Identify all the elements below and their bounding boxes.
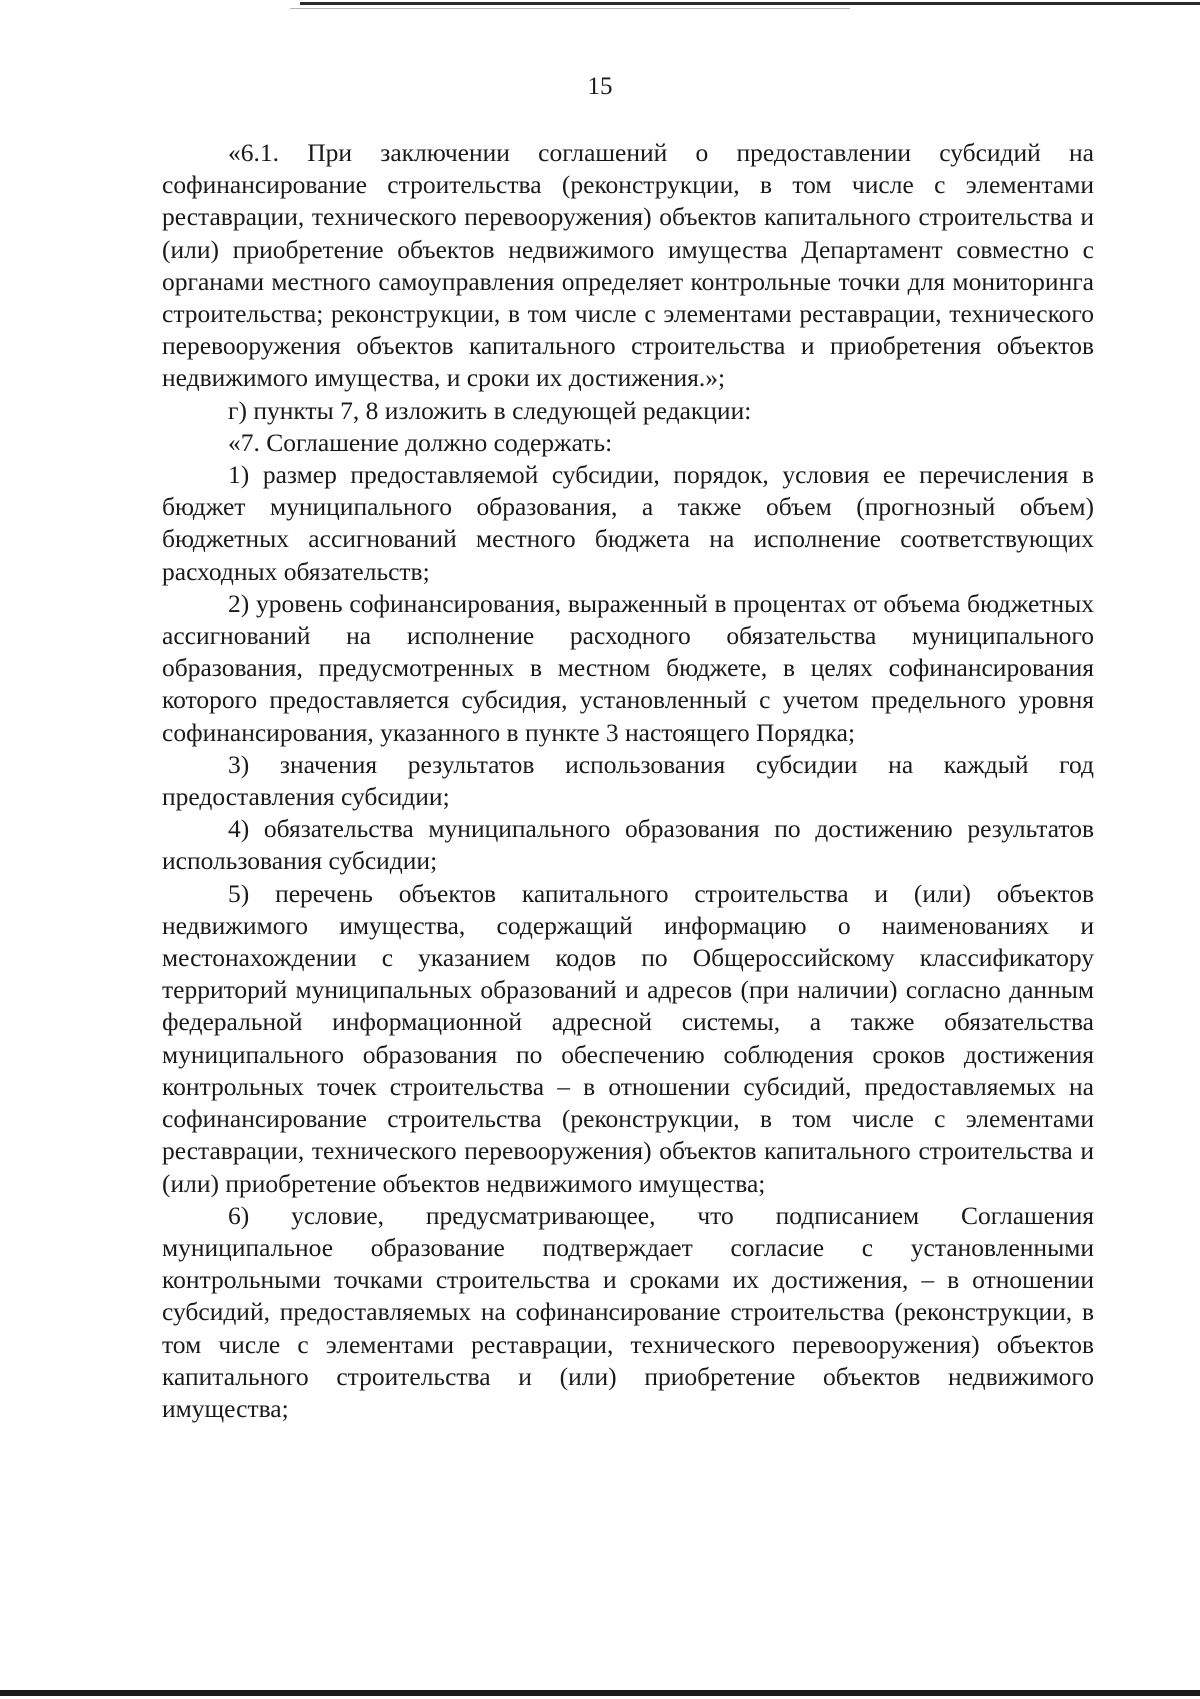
paragraph-item-6: 6) условие, предусматривающее, что подписанием Соглашения муниципальное образование подтверждает согласие с установленными контрольными точками строительства и сроками их достижения, – в отношении субсидий, предоставляемых на софинансирование строительства (реконструкции, в том числе с элементами реставрации, технического перевооружения) объектов капитального строительства и (или) приобретение объектов недвижимого имущества; — [162, 1200, 1094, 1423]
page-number: 15 — [587, 73, 613, 100]
scan-edge-top-thin — [290, 8, 850, 9]
scan-edge-top — [300, 2, 1200, 5]
paragraph-item-1: 1) размер предоставляемой субсидии, порядок, условия ее перечисления в бюджет муниципального образования, а также объем (прогнозный объем) бюджетных ассигнований местного бюджета на исполнение соответствующих расходных обязательств; — [162, 460, 1094, 586]
paragraph-item-4: 4) обязательства муниципального образования по достижению результатов использования субсидии; — [162, 814, 1094, 876]
paragraph-item-3: 3) значения результатов использования субсидии на каждый год предоставления субсидии; — [162, 749, 1094, 812]
paragraph-item-5: 5) перечень объектов капитального строительства и (или) объектов недвижимого имущества, содержащий информацию о наименованиях и местонахождении с указанием кодов по Общероссийскому классификатору территорий муниципальных образований и адресов (при наличии) согласно данным федеральной информационной адресной системы, а также обязательства муниципального образования по обеспечению соблюдения сроков достижения контрольных точек строительства – в отношении субсидий, предоставляемых на софинансирование строительства (реконструкции, в том числе с элементами реставрации, технического перевооружения) объектов капитального строительства и (или) приобретение объектов недвижимого имущества; — [162, 878, 1094, 1198]
paragraph-7-heading: «7. Соглашение должно содержать: — [228, 427, 613, 457]
paragraph-6-1: «6.1. При заключении соглашений о предоставлении субсидий на софинансирование строительства (реконструкции, в том числе с элементами реставрации, технического перевооружения) объектов капитального строительства и (или) приобретение объектов недвижимого имущества Департамент совместно с органами местного самоуправления определяет контрольные точки для мониторинга строительства; реконструкции, в том числе с элементами реставрации, технического перевооружения объектов капитального строительства и приобретения объектов недвижимого имущества, и сроки их достижения.»; — [162, 138, 1094, 393]
document-body — [162, 137, 1094, 1425]
paragraph-item-2: 2) уровень софинансирования, выраженный в процентах от объема бюджетных ассигнований на исполнение расходного обязательства муниципального образования, предусмотренных в местном бюджете, в целях софинансирования которого предоставляется субсидия, установленный с учетом предельного уровня софинансирования, указанного в пункте 3 настоящего Порядка; — [162, 588, 1094, 747]
paragraph-subitem-g: г) пункты 7, 8 изложить в следующей редакции: — [228, 395, 752, 425]
scan-edge-bottom — [0, 1690, 1200, 1696]
